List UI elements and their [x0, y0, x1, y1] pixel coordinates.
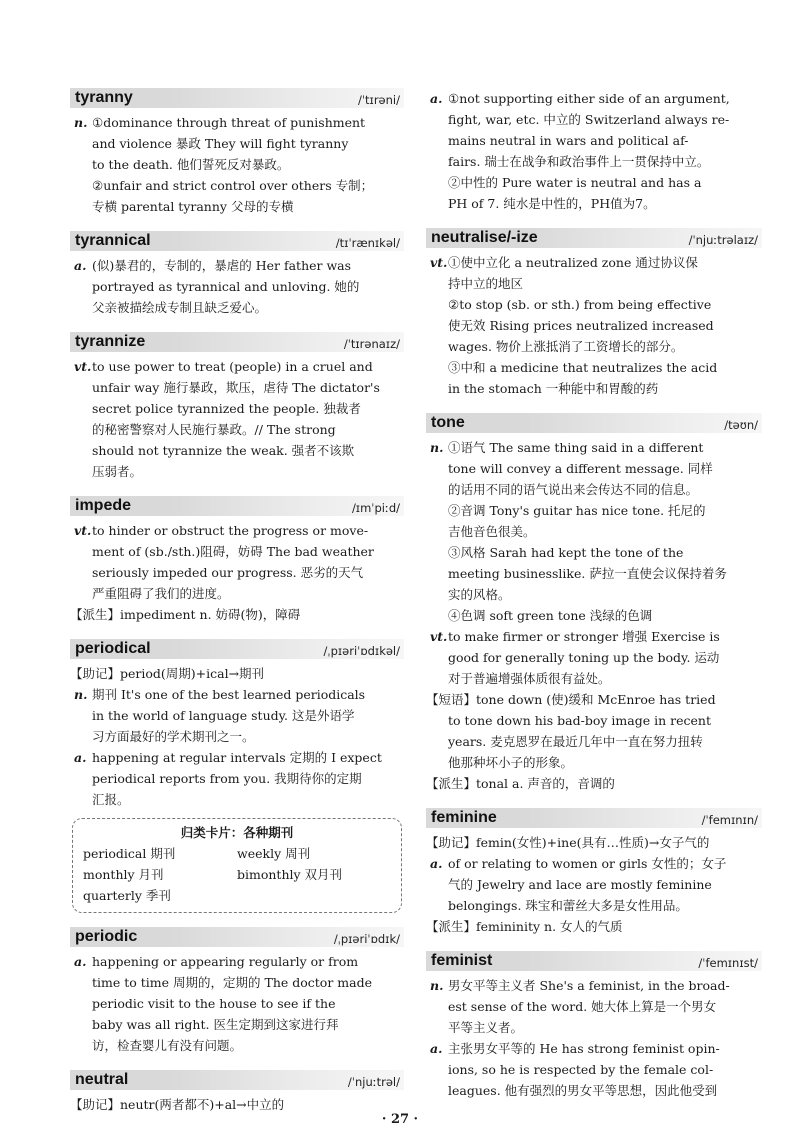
entry-header — [70, 639, 404, 659]
definition-text: 【派生】femininity n. 女人的气质 — [426, 919, 623, 934]
phonetic: /ˈfemɪnɪst/ — [698, 956, 758, 970]
definition-line — [426, 996, 762, 1017]
definition-line — [70, 705, 404, 726]
definition-text: should not tyrannize the weak. 强者不该欺 — [92, 443, 355, 458]
dictionary-entry — [70, 332, 404, 482]
definition-text: 使无效 Rising prices neutralized increased — [448, 318, 714, 333]
definition-text: periodical reports from you. 我期待你的定期 — [92, 771, 362, 786]
definition-text: happening at regular intervals 定期的 I expect — [92, 750, 382, 765]
definition-text: mains neutral in wars and political af- — [448, 133, 689, 148]
definition-text: 【助记】femin(女性)+ine(具有…性质)→女子气的 — [426, 835, 710, 850]
definition-text: leagues. 他有强烈的男女平等思想，因此他受到 — [448, 1083, 718, 1098]
card-item: monthly 月刊 — [83, 867, 164, 882]
definition-line — [70, 440, 404, 461]
dictionary-entry — [70, 88, 404, 217]
definition-text: years. 麦克恩罗在最近几年中一直在努力扭转 — [448, 734, 703, 749]
dictionary-entry — [426, 228, 762, 399]
definition-line — [70, 747, 404, 768]
dictionary-entry — [70, 496, 404, 625]
part-of-speech: a. — [74, 258, 87, 273]
definition-line — [426, 874, 762, 895]
definition-text: ②unfair and strict control over others 专制； — [92, 178, 374, 193]
dictionary-entry — [70, 927, 404, 1056]
part-of-speech: a. — [74, 954, 87, 969]
definition-text: 吉他音色很美。 — [448, 524, 536, 539]
definition-line — [426, 130, 762, 151]
card-item: bimonthly 双月刊 — [237, 867, 343, 882]
definition-text: belongings. 珠宝和蕾丝大多是女性用品。 — [448, 898, 688, 913]
definition-line — [426, 542, 762, 563]
definition-text: to make firmer or stronger 增强 Exercise is — [448, 629, 720, 644]
definition-text: of or relating to women or girls 女性的；女子 — [448, 856, 727, 871]
definition-line — [426, 689, 762, 710]
definition-text: and violence 暴政 They will fight tyranny — [92, 136, 349, 151]
entry-header — [70, 231, 404, 251]
definition-text: 访，检查婴儿有没有问题。 — [92, 1038, 243, 1053]
definition-line — [70, 726, 404, 747]
definition-line — [70, 993, 404, 1014]
definition-text: happening or appearing regularly or from — [92, 954, 359, 969]
part-of-speech: n. — [74, 115, 88, 130]
definition-line — [70, 583, 404, 604]
definition-line — [70, 604, 404, 625]
definition-text: baby was all right. 医生定期到这家进行拜 — [92, 1017, 339, 1032]
definition-line — [70, 255, 404, 276]
definition-line — [426, 336, 762, 357]
dictionary-entry — [426, 808, 762, 937]
definition-text: (似)暴君的，专制的，暴虐的 Her father was — [92, 258, 352, 273]
definition-text: 专横 parental tyranny 父母的专横 — [92, 199, 294, 214]
definition-text: 习方面最好的学术期刊之一。 — [92, 729, 255, 744]
definition-text: to the death. 他们誓死反对暴政。 — [92, 157, 290, 172]
definition-text: 男女平等主义者 She's a feminist, in the broad- — [448, 978, 730, 993]
definition-line — [70, 398, 404, 419]
definition-line — [426, 88, 762, 109]
entry-header — [70, 496, 404, 516]
definition-line — [426, 563, 762, 584]
part-of-speech: n. — [430, 978, 444, 993]
definition-line — [426, 151, 762, 172]
definition-line — [426, 521, 762, 542]
definition-line — [426, 1038, 762, 1059]
part-of-speech: n. — [430, 440, 444, 455]
headword: periodic — [75, 928, 138, 945]
definition-text: to tone down his bad-boy image in recent — [448, 713, 711, 728]
definition-text: seriously impeded our progress. 恶劣的天气 — [92, 565, 364, 580]
definition-text: 汇报。 — [92, 792, 130, 807]
definition-text: 【助记】period(周期)+ical→期刊 — [70, 666, 265, 681]
definition-line — [70, 276, 404, 297]
definition-line — [426, 273, 762, 294]
definition-text: 严重阻碍了我们的进度。 — [92, 586, 230, 601]
definition-line — [70, 541, 404, 562]
definition-text: 主张男女平等的 He has strong feminist opin- — [448, 1041, 720, 1056]
definition-line — [426, 357, 762, 378]
phonetic: /ˈnjuːtrəlaɪz/ — [688, 233, 758, 247]
definition-line — [426, 916, 762, 937]
definition-text: ③风格 Sarah had kept the tone of the — [448, 545, 684, 560]
headword: neutral — [75, 1071, 129, 1088]
definition-line — [70, 377, 404, 398]
definition-line — [70, 951, 404, 972]
definition-line — [70, 356, 404, 377]
definition-text: 实的风格。 — [448, 587, 511, 602]
definition-text: PH of 7. 纯水是中性的，PH值为7。 — [448, 196, 656, 211]
definition-text: secret police tyrannized the people. 独裁者 — [92, 401, 361, 416]
entry-header — [70, 88, 404, 108]
definition-line — [426, 172, 762, 193]
definition-text: 【派生】tonal a. 声音的，音调的 — [426, 776, 615, 791]
definition-line — [426, 458, 762, 479]
definition-text: fight, war, etc. 中立的 Switzerland always re- — [448, 112, 730, 127]
phonetic: /ɪmˈpiːd/ — [351, 501, 400, 515]
entry-header — [426, 808, 762, 828]
entry-header — [70, 332, 404, 352]
definition-text: 的秘密警察对人民施行暴政。// The strong — [92, 422, 336, 437]
dictionary-entry — [70, 231, 404, 318]
definition-line — [426, 294, 762, 315]
card-title: 归类卡片：各种期刊 — [180, 825, 294, 840]
headword: tyrannical — [75, 232, 151, 249]
part-of-speech: a. — [430, 1041, 443, 1056]
page-number: · 27 · — [381, 1112, 419, 1127]
definition-line — [70, 196, 404, 217]
definition-text: ④色调 soft green tone 浅绿的色调 — [448, 608, 653, 623]
part-of-speech: n. — [74, 687, 88, 702]
definition-text: portrayed as tyrannical and unloving. 她的 — [92, 279, 360, 294]
entry-header — [426, 413, 762, 433]
dictionary-entry — [426, 413, 762, 794]
definition-line — [70, 461, 404, 482]
definition-line — [70, 154, 404, 175]
definition-line — [426, 1080, 762, 1101]
phonetic: /tɪˈrænɪkəl/ — [335, 236, 400, 250]
definition-line — [70, 297, 404, 318]
definition-line — [426, 1059, 762, 1080]
headword: feminine — [431, 809, 497, 826]
card-item: quarterly 季刊 — [83, 888, 171, 903]
card-grid — [83, 843, 391, 906]
part-of-speech: a. — [430, 856, 443, 871]
definition-line — [426, 975, 762, 996]
phonetic: /təʊn/ — [724, 418, 758, 432]
definition-line — [426, 479, 762, 500]
definition-line — [426, 710, 762, 731]
headword: tone — [431, 414, 465, 431]
definition-line — [426, 752, 762, 773]
definition-text: ①使中立化 a neutralized zone 通过协议保 — [448, 255, 698, 270]
definition-line — [426, 626, 762, 647]
definition-text: periodic visit to the house to see if the — [92, 996, 336, 1011]
entry-header — [426, 951, 762, 971]
definition-line — [426, 647, 762, 668]
dictionary-entry — [426, 88, 762, 214]
headword: feminist — [431, 952, 493, 969]
phonetic: /ˈfemɪnɪn/ — [701, 813, 758, 827]
definition-text: in the world of language study. 这是外语学 — [92, 708, 355, 723]
definition-text: 父亲被描绘成专制且缺乏爱心。 — [92, 300, 268, 315]
definition-text: ①not supporting either side of an argument, — [448, 91, 730, 106]
definition-text: wages. 物价上涨抵消了工资增长的部分。 — [448, 339, 684, 354]
definition-text: ②to stop (sb. or sth.) from being effective — [448, 297, 712, 312]
definition-text: time to time 周期的，定期的 The doctor made — [92, 975, 372, 990]
definition-line — [426, 853, 762, 874]
definition-line — [426, 437, 762, 458]
definition-text: 平等主义者。 — [448, 1020, 524, 1035]
phonetic: /ˌpɪəriˈɒdɪk/ — [333, 932, 400, 946]
definition-text: tone will convey a different message. 同样 — [448, 461, 713, 476]
phonetic: /ˈtɪrənaɪz/ — [343, 337, 400, 351]
definition-line — [426, 731, 762, 752]
phonetic: /ˈnjuːtrəl/ — [347, 1075, 400, 1089]
part-of-speech: vt. — [74, 359, 92, 374]
headword: neutralise/-ize — [431, 229, 538, 246]
entry-header — [70, 927, 404, 947]
part-of-speech: vt. — [74, 523, 92, 538]
headword: tyrannize — [75, 333, 146, 350]
definition-text: 【派生】impediment n. 妨碍(物)，障碍 — [70, 607, 301, 622]
definition-line — [426, 584, 762, 605]
definition-text: fairs. 瑞士在战争和政治事件上一贯保持中立。 — [448, 154, 710, 169]
definition-text: 【短语】tone down (使)缓和 McEnroe has tried — [426, 692, 716, 707]
definition-text: est sense of the word. 她大体上算是一个男女 — [448, 999, 717, 1014]
dictionary-entry — [70, 639, 404, 913]
definition-text: 【助记】neutr(两者都不)+al→中立的 — [70, 1097, 285, 1112]
definition-text: ment of (sb./sth.)阻碍，妨碍 The bad weather — [92, 544, 374, 559]
definition-text: to hinder or obstruct the progress or move- — [92, 523, 369, 538]
card-item: periodical 期刊 — [83, 846, 176, 861]
definition-line — [70, 789, 404, 810]
definition-text: ②音调 Tony's guitar has nice tone. 托尼的 — [448, 503, 706, 518]
definition-text: to use power to treat (people) in a cruel and — [92, 359, 373, 374]
phonetic: /ˈtɪrəni/ — [358, 93, 400, 107]
definition-text: in the stomach 一种能中和胃酸的药 — [448, 381, 659, 396]
definition-line — [70, 684, 404, 705]
definition-line — [70, 520, 404, 541]
definition-text: ③中和 a medicine that neutralizes the acid — [448, 360, 718, 375]
headword: impede — [75, 497, 132, 514]
definition-line — [70, 663, 404, 684]
definition-text: 期刊 It's one of the best learned periodicals — [92, 687, 366, 702]
definition-line — [70, 133, 404, 154]
category-card — [72, 818, 402, 913]
part-of-speech: vt. — [430, 629, 448, 644]
definition-text: 的话用不同的语气说出来会传达不同的信息。 — [448, 482, 699, 497]
definition-line — [70, 419, 404, 440]
definition-text: ions, so he is respected by the female col- — [448, 1062, 714, 1077]
definition-text: ②中性的 Pure water is neutral and has a — [448, 175, 702, 190]
right-column — [426, 88, 762, 1115]
definition-text: 他那种坏小子的形象。 — [448, 755, 574, 770]
headword: tyranny — [75, 89, 133, 106]
definition-line — [70, 768, 404, 789]
definition-line — [426, 193, 762, 214]
card-item: weekly 周刊 — [237, 846, 311, 861]
definition-line — [426, 252, 762, 273]
dictionary-entry — [70, 1070, 404, 1115]
definition-line — [426, 773, 762, 794]
definition-text: unfair way 施行暴政，欺压，虐待 The dictator's — [92, 380, 380, 395]
entry-header — [70, 1070, 404, 1090]
definition-line — [426, 605, 762, 626]
definition-text: meeting businesslike. 萨拉一直使会议保持着务 — [448, 566, 727, 581]
definition-line — [70, 1014, 404, 1035]
part-of-speech: a. — [74, 750, 87, 765]
definition-line — [70, 562, 404, 583]
phonetic: /ˌpɪəriˈɒdɪkəl/ — [323, 644, 400, 658]
definition-line — [426, 378, 762, 399]
definition-line — [426, 109, 762, 130]
definition-line — [426, 315, 762, 336]
definition-text: 压弱者。 — [92, 464, 143, 479]
definition-line — [426, 832, 762, 853]
definition-line — [70, 112, 404, 133]
definition-text: 持中立的地区 — [448, 276, 524, 291]
entry-header — [426, 228, 762, 248]
part-of-speech: vt. — [430, 255, 448, 270]
dictionary-entry — [426, 951, 762, 1101]
definition-line — [70, 1035, 404, 1056]
definition-line — [426, 668, 762, 689]
definition-text: 气的 Jewelry and lace are mostly feminine — [448, 877, 712, 892]
left-column — [70, 88, 404, 1129]
definition-text: ①语气 The same thing said in a different — [448, 440, 704, 455]
definition-text: good for generally toning up the body. 运动 — [448, 650, 720, 665]
definition-line — [70, 175, 404, 196]
definition-text: ①dominance through threat of punishment — [92, 115, 366, 130]
definition-line — [426, 895, 762, 916]
headword: periodical — [75, 640, 151, 657]
definition-line — [426, 1017, 762, 1038]
part-of-speech: a. — [430, 91, 443, 106]
definition-line — [426, 500, 762, 521]
definition-text: 对于普遍增强体质很有益处。 — [448, 671, 611, 686]
definition-line — [70, 972, 404, 993]
